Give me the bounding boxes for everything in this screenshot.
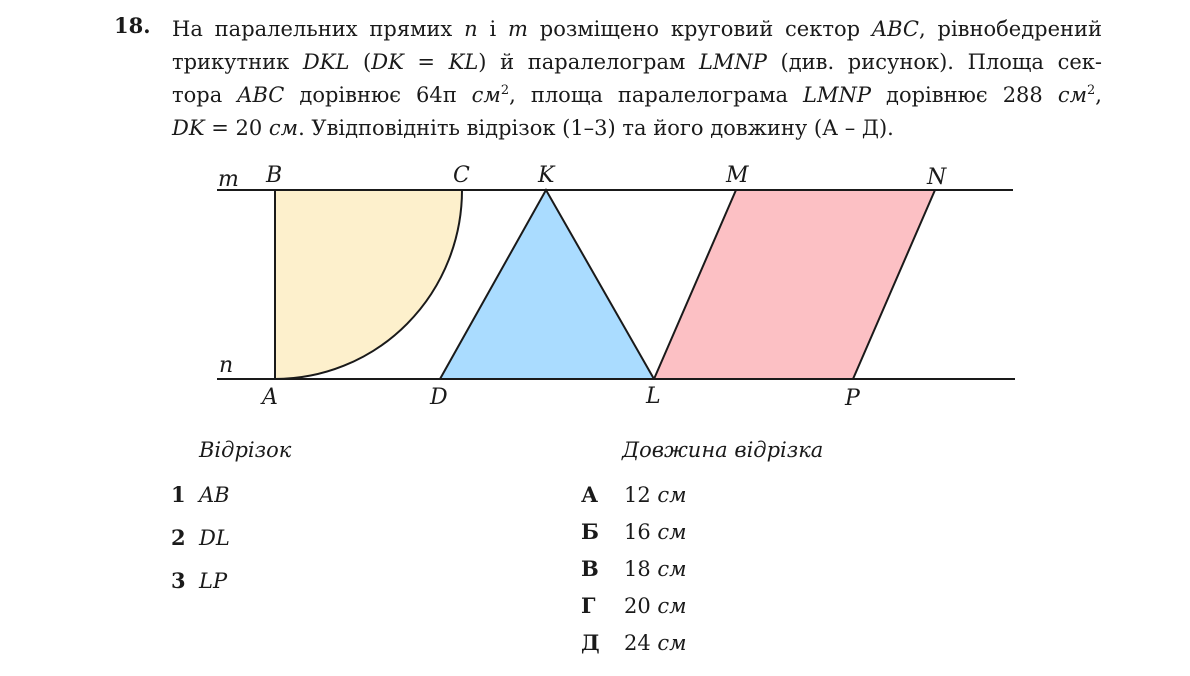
segment-label: LP [199,569,228,593]
length-item [581,630,687,656]
math-term: KL [448,50,479,74]
text-run: і [477,17,509,41]
triangle-dkl [440,190,654,379]
math-term: ABC [237,83,285,107]
length-value: 20 [624,594,651,618]
segment-item [171,482,230,508]
math-term: m [508,17,528,41]
label-point-k: K [538,163,555,188]
superscript: 2 [1087,83,1096,98]
lengths-heading: Довжина відрізка [622,438,824,462]
length-item [581,593,687,619]
label-point-d: D [430,385,448,410]
text-run: = 20 [204,116,269,140]
length-value: 18 [624,557,651,581]
math-term: DK [172,116,205,140]
segment-key: 1 [171,482,186,507]
label-line-m: m [218,167,239,192]
length-value: 24 [624,631,651,655]
text-run: На паралельних прямих [172,17,465,41]
text-run: = [403,50,449,74]
segment-key: 3 [171,568,186,593]
sector-abc [275,190,462,379]
math-term: n [464,17,478,41]
length-unit: см [657,483,687,507]
problem-line [172,112,1102,145]
label-point-a: A [262,385,278,410]
length-key: А [581,482,599,507]
label-point-p: P [845,386,860,411]
superscript: 2 [500,83,510,98]
length-key: В [581,556,599,581]
segments-heading: Відрізок [199,438,292,462]
length-key: Д [581,630,600,655]
math-term: LMNP [803,83,871,107]
length-item [581,519,687,545]
label-point-m: M [726,163,749,188]
segment-label: AB [199,483,230,507]
math-term: см [471,83,501,107]
problem-line [172,79,1102,112]
math-term: см [268,116,299,140]
math-term: DKL [302,50,350,74]
text-run: розміщено круговий сектор [527,17,872,41]
text-run: трикутник [172,50,303,74]
math-term: см [1057,83,1088,107]
math-term: DK [371,50,404,74]
segment-item [171,525,230,551]
label-line-n: n [219,353,234,378]
text-run: дорівнює 288 [870,83,1058,107]
math-term: ABC [871,17,919,41]
label-point-c: C [453,163,470,188]
length-unit: см [657,631,687,655]
length-key: Г [581,593,596,618]
text-run: ) й паралелограм [478,50,699,74]
length-item [581,482,687,508]
problem-number: 18. [114,13,151,38]
text-run: тора [172,83,238,107]
problem-line [172,13,1102,46]
segment-key: 2 [171,525,186,550]
length-unit: см [657,594,687,618]
text-run: , площа паралелограма [509,83,804,107]
math-term: LMNP [698,50,767,74]
text-run: дорівнює 64π [284,83,472,107]
text-run: , [1095,83,1102,107]
text-run: (див. рисунок). Площа сек- [766,50,1103,74]
length-key: Б [581,519,599,544]
problem-line [172,46,1102,79]
segment-item [171,568,227,594]
text-run: . Увідповідніть відрізок (1–3) та його довжину (А – Д). [298,116,894,140]
problem-text [172,13,1102,145]
length-item [581,556,687,582]
label-point-l: L [646,384,661,409]
segment-label: DL [199,526,230,550]
parallelogram-lmnp [654,190,935,379]
length-value: 12 [624,483,651,507]
text-run: , рівнобедрений [918,17,1102,41]
length-unit: см [657,520,687,544]
length-unit: см [657,557,687,581]
label-point-n: N [927,165,947,190]
text-run: ( [349,50,372,74]
length-value: 16 [624,520,651,544]
label-point-b: B [266,163,283,188]
